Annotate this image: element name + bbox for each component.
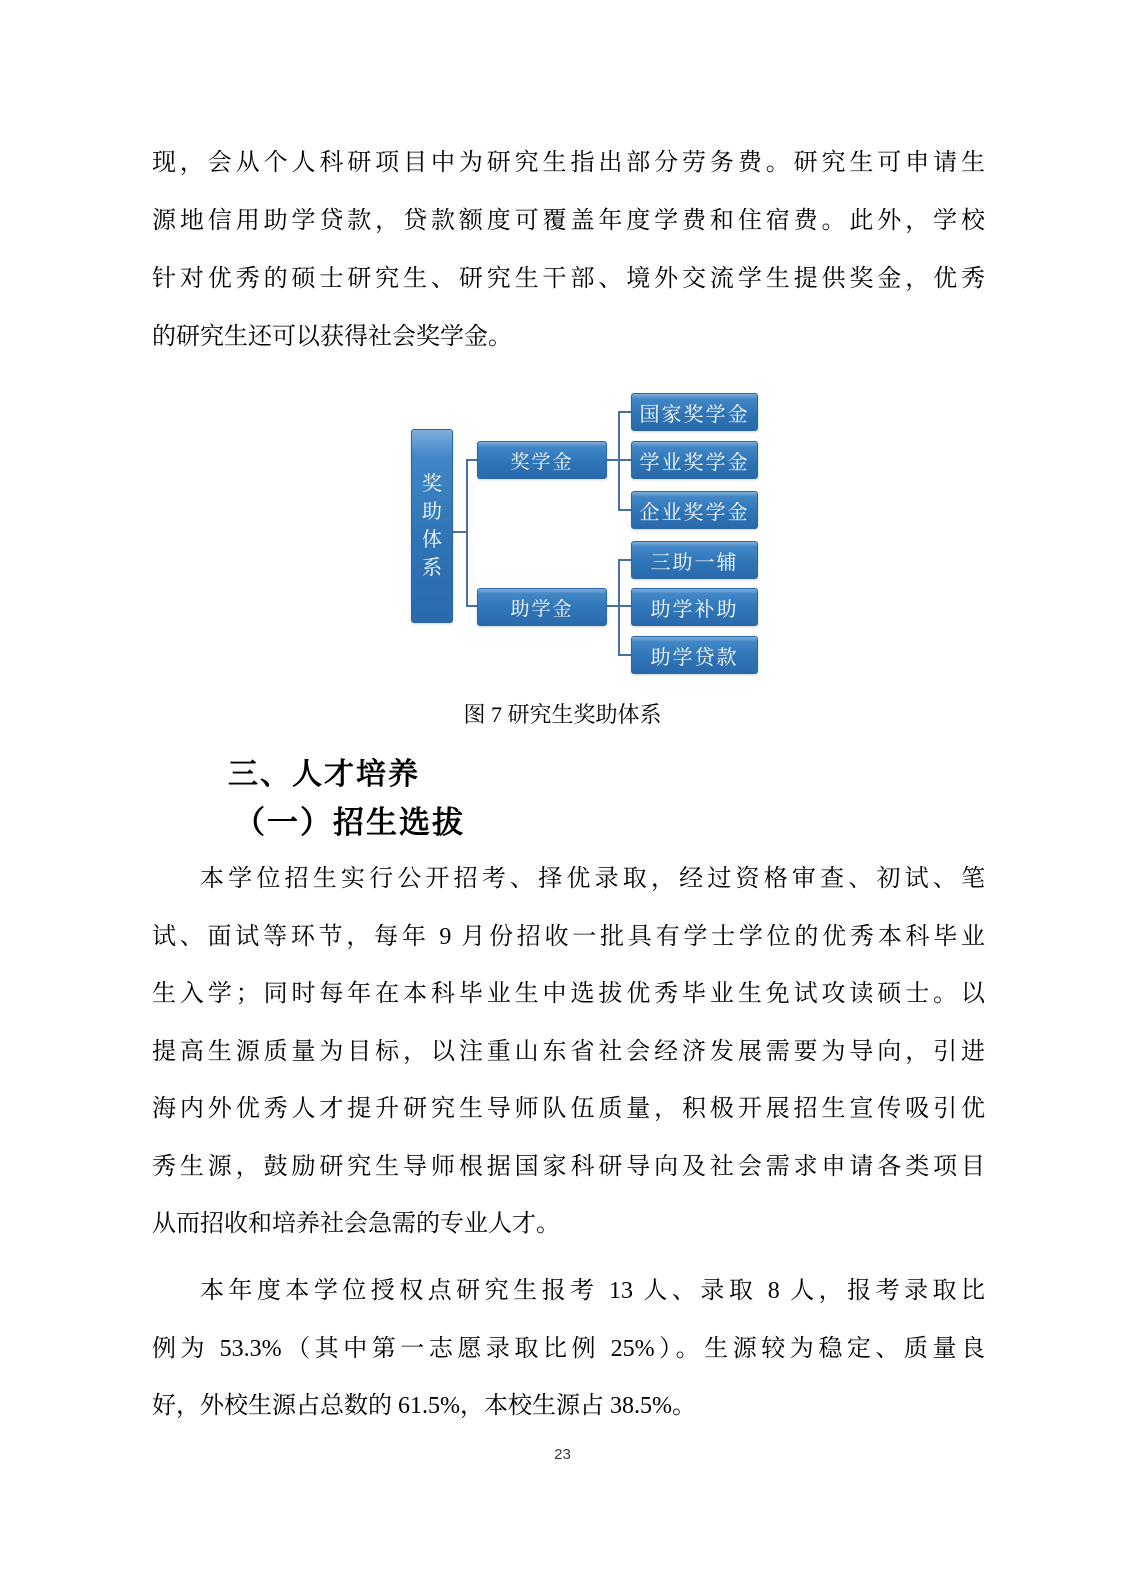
diagram-node-three-assist: 三助一辅	[631, 541, 758, 579]
text-line: 的研究生还可以获得社会奖学金。	[152, 324, 512, 350]
vertical-char: 奖	[422, 473, 442, 495]
text-line: 本年度本学位授权点研究生报考 13 人、录取 8 人，报考录取比	[200, 1278, 985, 1304]
connector-line	[618, 509, 632, 511]
text-line: 生入学；同时每年在本科毕业生中选拔优秀毕业生免试攻读硕士。以	[152, 981, 985, 1007]
paragraph-admissions	[152, 851, 985, 1254]
connector-line	[618, 411, 632, 413]
text-line: 试、面试等环节，每年 9 月份招收一批具有学士学位的优秀本科毕业	[152, 923, 985, 950]
diagram-node-root	[411, 429, 453, 623]
diagram-node-student-loan: 助学贷款	[631, 636, 758, 674]
page-number: 23	[554, 1446, 571, 1463]
figure-caption: 图 7 研究生奖助体系	[463, 702, 662, 727]
connector-line	[618, 654, 632, 656]
text-line: 提高生源质量为目标，以注重山东省社会经济发展需要为导向，引进	[152, 1038, 985, 1065]
text-line: 例为 53.3%（其中第一志愿录取比例 25%）。生源较为稳定、质量良	[152, 1335, 985, 1362]
text-line: 海内外优秀人才提升研究生导师队伍质量，积极开展招生宣传吸引优	[152, 1096, 985, 1122]
diagram-node-scholarship: 奖学金	[477, 441, 607, 479]
connector-line	[618, 559, 620, 656]
paragraph-intro	[152, 134, 985, 366]
text-line: 源地信用助学贷款，贷款额度可覆盖年度学费和住宿费。此外，学校	[152, 208, 985, 234]
vertical-char: 助	[422, 501, 442, 523]
connector-line	[466, 459, 468, 607]
connector-line	[618, 411, 620, 511]
text-line: 本学位招生实行公开招考、择优录取，经过资格审查、初试、笔	[200, 866, 985, 892]
section-heading: 三、人才培养	[228, 758, 420, 791]
subsection-heading: （一）招生选拔	[234, 805, 465, 840]
text-line: 秀生源，鼓励研究生导师根据国家科研导向及社会需求申请各类项目	[152, 1153, 985, 1180]
text-line: 好，外校生源占总数的 61.5%，本校生源占 38.5%。	[152, 1393, 696, 1419]
text-line: 从而招收和培养社会急需的专业人才。	[152, 1211, 560, 1237]
connector-line	[618, 559, 632, 561]
figure-award-system-diagram	[0, 385, 1125, 685]
diagram-node-grant: 助学金	[477, 588, 607, 626]
text-line: 针对优秀的硕士研究生、研究生干部、境外交流学生提供奖金，优秀	[152, 266, 985, 292]
diagram-node-grant-subsidy: 助学补助	[631, 588, 758, 626]
vertical-char: 体	[422, 529, 442, 551]
vertical-char: 系	[422, 557, 442, 579]
text-line: 现，会从个人科研项目中为研究生指出部分劳务费。研究生可申请生	[152, 150, 985, 176]
diagram-node-academic-scholarship: 学业奖学金	[631, 441, 758, 479]
diagram-node-enterprise-scholarship: 企业奖学金	[631, 491, 758, 529]
paragraph-statistics	[152, 1263, 985, 1436]
diagram-node-national-scholarship: 国家奖学金	[631, 393, 758, 431]
